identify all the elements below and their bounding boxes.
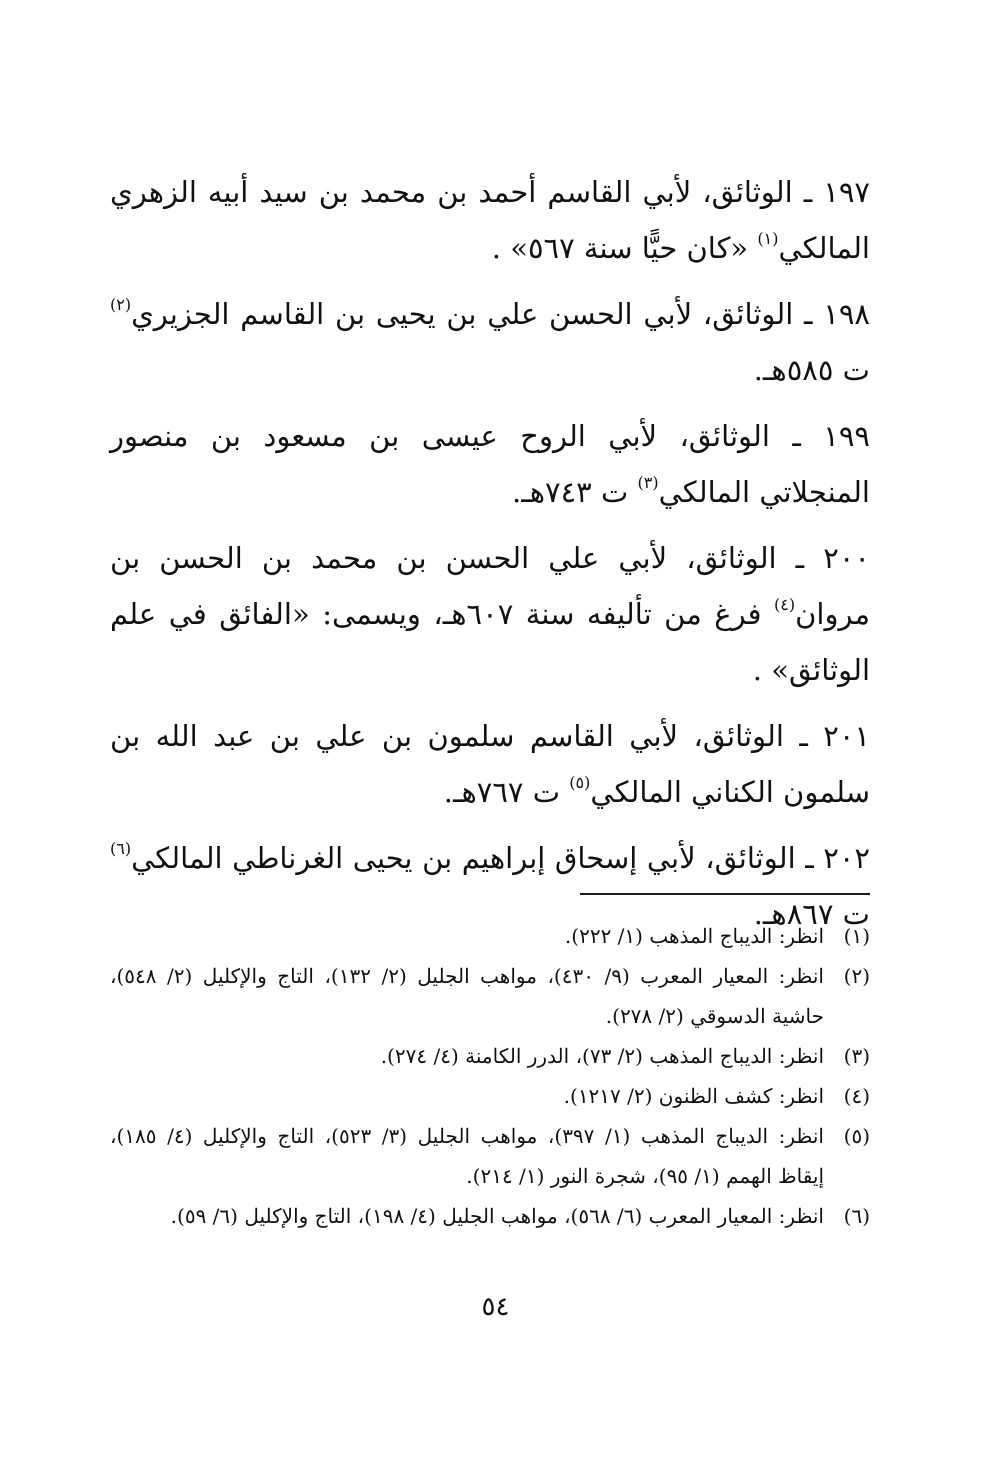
footnote-number: (٢) <box>843 964 870 988</box>
entry-text: ت ٧٤٣هـ. <box>511 475 638 509</box>
entry-text: ١٩٧ ـ الوثائق، لأبي القاسم أحمد بن محمد بن سيد أبيه الزهري المالكي <box>110 175 870 265</box>
footnote-3 <box>110 1036 870 1076</box>
footnote-reference: (٣) <box>637 473 659 492</box>
footnotes <box>110 916 870 1236</box>
footnote-reference: (٦) <box>110 839 132 858</box>
footnote-number: (١) <box>843 924 870 948</box>
entry-text: ت ٥٨٥هـ. <box>753 353 870 387</box>
footnote-number: (٦) <box>843 1204 870 1228</box>
footnote-text: انظر: الديباج المذهب (١/ ٣٩٧)، مواهب الجليل (٣/ ٥٢٣)، التاج والإكليل (٤/ ١٨٥)، إيقاظ الهمم (١/ ٩٥)، شجرة النور (١/ ٢١٤). <box>110 1124 824 1188</box>
entry-text: ٢٠١ ـ الوثائق، لأبي القاسم سلمون بن علي بن عبد الله بن سلمون الكناني المالكي <box>110 719 870 809</box>
footnote-number: (٥) <box>843 1124 870 1148</box>
entry-text: ٢٠٢ ـ الوثائق، لأبي إسحاق إبراهيم بن يحيى الغرناطي المالكي <box>131 841 870 875</box>
footnote-reference: (٥) <box>569 773 591 792</box>
entry-text: ٢٠٠ ـ الوثائق، لأبي علي الحسن بن محمد بن الحسن بن مروان <box>110 541 870 631</box>
footnote-text: انظر: الديباج المذهب (٢/ ٧٣)، الدرر الكامنة (٤/ ٢٧٤). <box>380 1044 824 1068</box>
footnote-text: انظر: المعيار المعرب (٦/ ٥٦٨)، مواهب الجليل (٤/ ١٩٨)، التاج والإكليل (٦/ ٥٩). <box>170 1204 824 1228</box>
entry-198 <box>110 286 870 398</box>
footnote-divider <box>580 893 870 895</box>
footnote-6 <box>110 1196 870 1236</box>
footnote-2 <box>110 956 870 1036</box>
entry-199 <box>110 408 870 520</box>
footnote-4 <box>110 1076 870 1116</box>
page-number: ٥٤ <box>481 1292 510 1322</box>
footnote-5 <box>110 1116 870 1196</box>
entry-text: ١٩٩ ـ الوثائق، لأبي الروح عيسى بن مسعود بن منصور المنجلاتي المالكي <box>110 419 870 509</box>
footnote-reference: (٤) <box>774 595 796 614</box>
entry-201 <box>110 708 870 820</box>
entry-text: ١٩٨ ـ الوثائق، لأبي الحسن علي بن يحيى بن القاسم الجزيري <box>131 297 870 331</box>
footnote-reference: (١) <box>757 229 779 248</box>
entry-text: فرغ من تأليفه سنة ٦٠٧هـ، ويسمى: «الفائق في علم الوثائق» . <box>110 597 870 687</box>
entry-text: ت ٨٦٧هـ. <box>753 897 870 931</box>
main-text <box>110 164 870 942</box>
entry-text: ت ٧٦٧هـ. <box>443 775 570 809</box>
footnote-text: انظر: كشف الظنون (٢/ ١٢١٧). <box>563 1084 824 1108</box>
entry-200 <box>110 530 870 698</box>
footnote-1 <box>110 916 870 956</box>
footnote-number: (٣) <box>843 1044 870 1068</box>
entry-197 <box>110 164 870 276</box>
entry-text: «كان حيًّا سنة ٥٦٧» . <box>491 231 758 265</box>
footnote-number: (٤) <box>843 1084 870 1108</box>
footnote-text: انظر: المعيار المعرب (٩/ ٤٣٠)، مواهب الجليل (٢/ ١٣٢)، التاج والإكليل (٢/ ٥٤٨)، حاشية الدسوقي (٢/ ٢٧٨). <box>110 964 824 1028</box>
footnote-reference: (٢) <box>110 295 132 314</box>
footnote-text: انظر: الديباج المذهب (١/ ٢٢٢). <box>564 924 824 948</box>
